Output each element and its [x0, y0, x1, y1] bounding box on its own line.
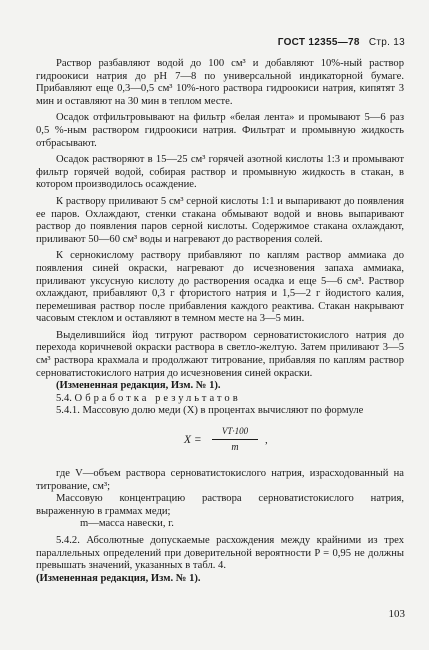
page-number: 103	[388, 608, 405, 620]
clause-5-4-1: 5.4.1. Массовую долю меди (X) в процентах вычисляют по формуле	[56, 405, 364, 417]
paragraph: К раствору приливают 5 см³ серной кислоты 1:1 и выпаривают до появления ее паров. Охлаждают, стенки стакана обмывают водой и вновь выпаривают раствор до появления паров серной кислоты. Содержимое стакана охлаждают, приливают 50—60 см³ воды и нагревают до растворения солей.	[36, 195, 404, 245]
clause-5-4-2: 5.4.2. Абсолютные допускаемые расхождения между крайними из трех параллельных определений при доверительной вероятности P = 0,95 не должны превышать значений, указанных в табл. 4.	[36, 535, 404, 572]
formula-comma: ,	[265, 434, 268, 447]
amendment-note: (Измененная редакция, Изм. № 1).	[36, 572, 201, 584]
where-definition: Массовую концентрацию раствора серноватистокислого натрия, выраженную в граммах меди;	[36, 493, 404, 517]
section-number: 5.4.	[56, 392, 72, 404]
amendment-note: (Измененная редакция, Изм. № 1).	[56, 380, 221, 392]
formula-lhs: X =	[184, 434, 202, 447]
standard-number: ГОСТ 12355—78	[277, 37, 360, 48]
document-body	[36, 58, 404, 585]
paragraph: Раствор разбавляют водой до 100 см³ и добавляют 10%-ный раствор гидроокиси натрия до pH 7—8 по универсальной индикаторной бумаге. Прибавляют еще 0,3—0,5 см³ 10%-ного раствора гидроокиси натрия, кипятят 3 мин и оставляют на 30 мин в теплом месте.	[36, 58, 404, 107]
page-label: Стр. 13	[368, 37, 405, 48]
formula-fraction	[212, 425, 258, 454]
paragraph: Осадок растворяют в 15—25 см³ горячей азотной кислоты 1:3 и промывают фильтр горячей водой, собирая раствор и промывную жидкость в стакан, в котором производилось осаждение.	[36, 154, 404, 191]
where-definition: где V—объем раствора серноватистокислого натрия, израсходованный на титрование, см³;	[36, 468, 404, 492]
paragraph: Выделившийся йод титруют раствором серноватистокислого натрия до перехода коричневой окраски раствора в светло-желтую. Затем приливают 3—5 см³ раствора крахмала и продолжают титрование, прибавляя по каплям раствор серноватистокислого натрия до исчезновения синей окраски.	[36, 329, 404, 379]
page-header	[278, 37, 405, 48]
formula-denominator: m	[231, 441, 239, 453]
section-heading	[36, 393, 404, 406]
paragraph: Осадок отфильтровывают на фильтр «белая лента» и промывают 5—6 раз 0,5 %-ным раствором гидроокиси натрия. Фильтрат и промывную жидкость отбрасывают.	[36, 112, 404, 149]
formula-numerator: VT·100	[212, 425, 258, 440]
paragraph: К сернокислому раствору прибавляют по каплям раствор аммиака до появления синей окраски, нагревают до исчезновения запаха аммиака, приливают уксусную кислоту до растворения осадка и еще 5—6 см³. Раствор охлаждают, прибавляют 0,3 г фтористого натрия и 1,5—2 г йодистого калия, перемешивая раствор после прибавления каждого реактива. Стакан накрывают часовым стеклом и оставляют в темном месте на 3—5 мин.	[36, 250, 404, 325]
where-definition: m—масса навески, г.	[80, 518, 174, 530]
formula	[36, 422, 404, 462]
section-title: Обработка результатов	[74, 392, 241, 404]
